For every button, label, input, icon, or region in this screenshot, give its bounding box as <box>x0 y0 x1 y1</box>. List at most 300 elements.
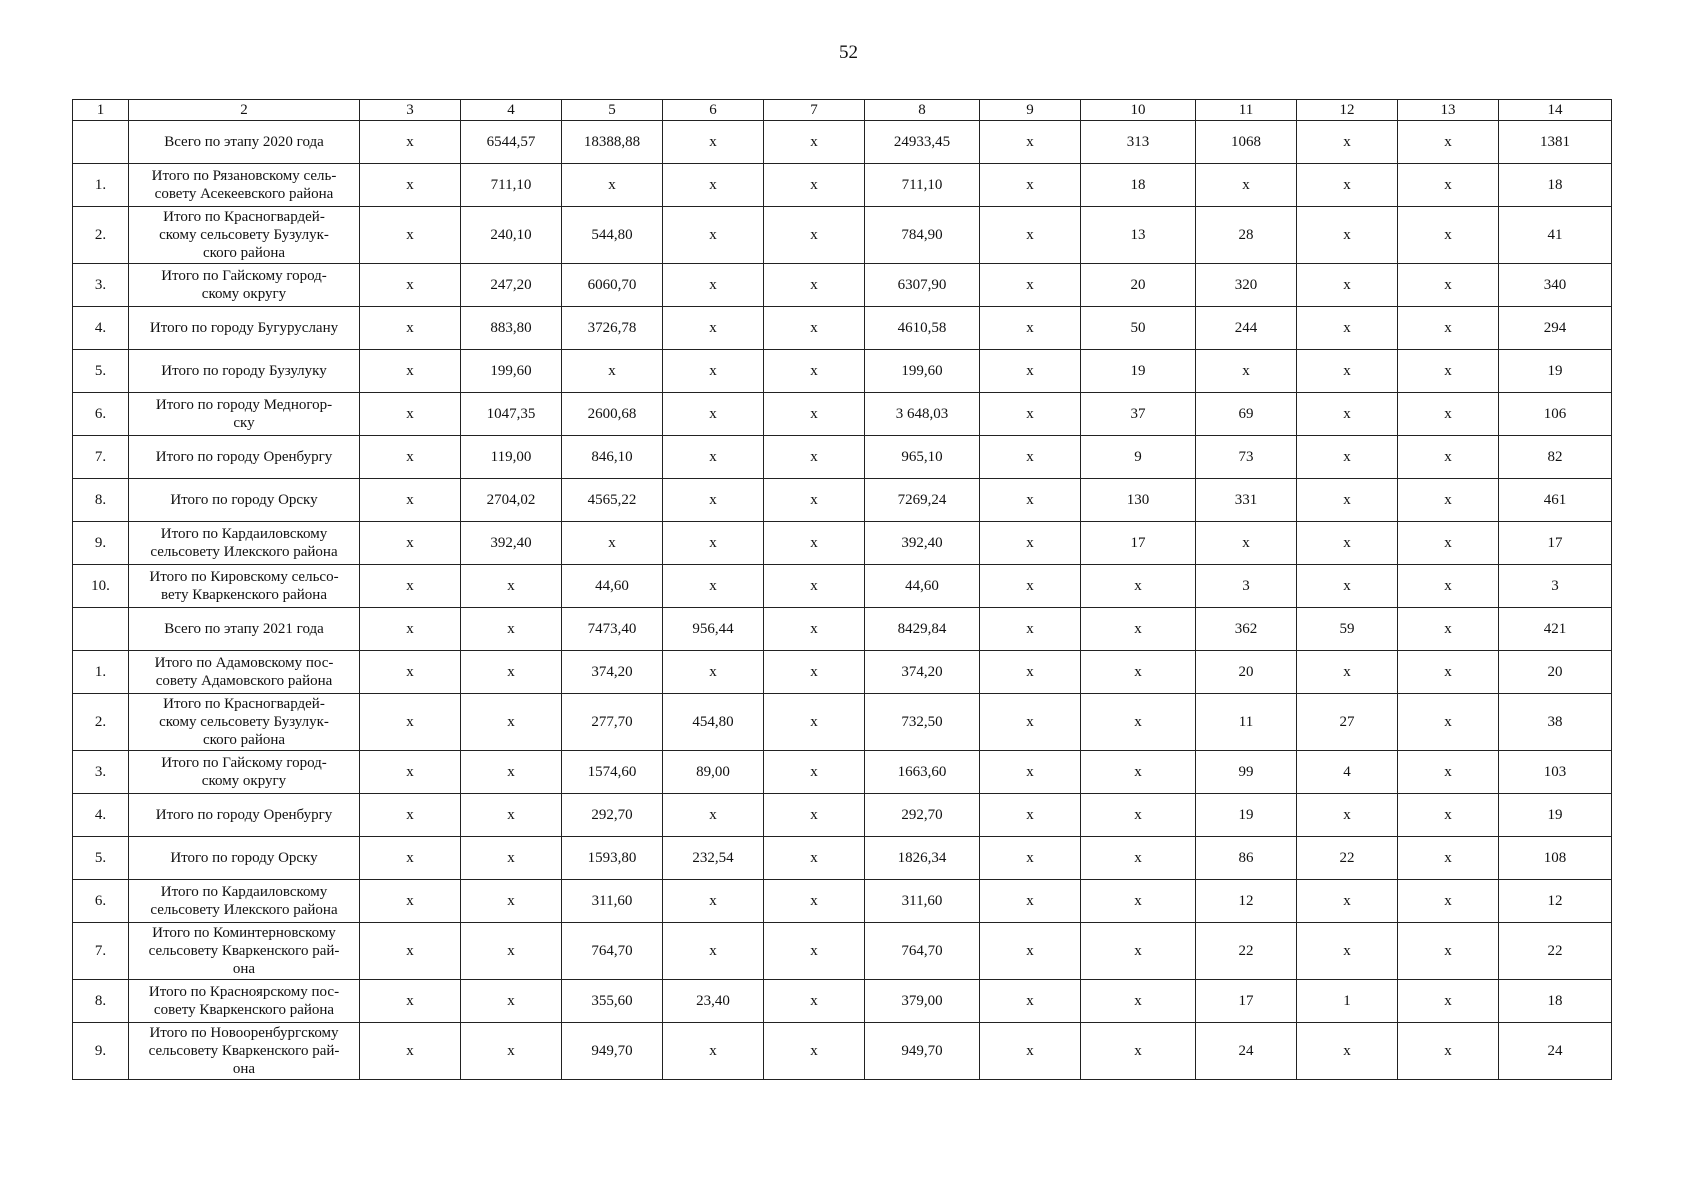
table-row <box>73 350 1612 393</box>
value-cell: х <box>461 980 562 1023</box>
value-cell: 38 <box>1499 694 1612 751</box>
value-cell: х <box>663 436 764 479</box>
value-cell: х <box>461 751 562 794</box>
column-header: 9 <box>980 100 1081 121</box>
value-cell: 7269,24 <box>865 479 980 522</box>
value-cell: х <box>461 1023 562 1080</box>
value-cell: 331 <box>1196 479 1297 522</box>
row-name: Итого по городу Орску <box>129 837 360 880</box>
value-cell: х <box>980 479 1081 522</box>
table-row <box>73 121 1612 164</box>
value-cell: х <box>562 522 663 565</box>
value-cell: 544,80 <box>562 207 663 264</box>
value-cell: х <box>663 565 764 608</box>
value-cell: х <box>461 651 562 694</box>
row-name: Итого по городу Бугуруслану <box>129 307 360 350</box>
value-cell: х <box>1081 694 1196 751</box>
row-name: Итого по Кардаиловскому сельсовету Илекского района <box>129 880 360 923</box>
row-name: Итого по Гайскому город- скому округу <box>129 751 360 794</box>
value-cell: х <box>360 751 461 794</box>
table-row <box>73 307 1612 350</box>
row-number: 1. <box>73 164 129 207</box>
value-cell: х <box>1398 522 1499 565</box>
value-cell: х <box>1081 980 1196 1023</box>
table-row <box>73 393 1612 436</box>
value-cell: 355,60 <box>562 980 663 1023</box>
value-cell: х <box>663 264 764 307</box>
row-number: 10. <box>73 565 129 608</box>
value-cell: 392,40 <box>461 522 562 565</box>
value-cell: 1047,35 <box>461 393 562 436</box>
value-cell: 82 <box>1499 436 1612 479</box>
value-cell: х <box>1398 608 1499 651</box>
row-number: 5. <box>73 837 129 880</box>
value-cell: 24 <box>1499 1023 1612 1080</box>
value-cell: 20 <box>1081 264 1196 307</box>
column-header: 14 <box>1499 100 1612 121</box>
value-cell: 949,70 <box>865 1023 980 1080</box>
table-row <box>73 923 1612 980</box>
value-cell: х <box>980 565 1081 608</box>
value-cell: х <box>980 207 1081 264</box>
value-cell: х <box>1398 436 1499 479</box>
value-cell: х <box>980 436 1081 479</box>
value-cell: х <box>663 350 764 393</box>
column-header: 3 <box>360 100 461 121</box>
value-cell: 3 <box>1196 565 1297 608</box>
column-header: 1 <box>73 100 129 121</box>
table-row <box>73 651 1612 694</box>
value-cell: х <box>663 651 764 694</box>
table-row <box>73 479 1612 522</box>
value-cell: х <box>980 608 1081 651</box>
row-number <box>73 608 129 651</box>
value-cell: х <box>663 164 764 207</box>
row-name: Итого по Адамовскому пос- совету Адамовского района <box>129 651 360 694</box>
table-row <box>73 522 1612 565</box>
value-cell: х <box>1398 980 1499 1023</box>
value-cell: 374,20 <box>562 651 663 694</box>
row-number: 3. <box>73 264 129 307</box>
value-cell: х <box>663 307 764 350</box>
value-cell: 277,70 <box>562 694 663 751</box>
value-cell: х <box>764 522 865 565</box>
value-cell: х <box>1297 207 1398 264</box>
value-cell: 421 <box>1499 608 1612 651</box>
value-cell: х <box>1081 751 1196 794</box>
value-cell: 6307,90 <box>865 264 980 307</box>
value-cell: х <box>461 608 562 651</box>
value-cell: 764,70 <box>562 923 663 980</box>
row-name: Итого по Красногвардей- скому сельсовету Бузулук- ского района <box>129 694 360 751</box>
row-number: 9. <box>73 522 129 565</box>
value-cell: 59 <box>1297 608 1398 651</box>
value-cell: 240,10 <box>461 207 562 264</box>
value-cell: 711,10 <box>461 164 562 207</box>
row-name: Итого по Красноярскому пос- совету Кваркенского района <box>129 980 360 1023</box>
value-cell: х <box>980 923 1081 980</box>
value-cell: х <box>1398 164 1499 207</box>
row-number: 9. <box>73 1023 129 1080</box>
table-row <box>73 1023 1612 1080</box>
value-cell: х <box>1297 479 1398 522</box>
value-cell: х <box>461 880 562 923</box>
value-cell: х <box>1297 436 1398 479</box>
value-cell: х <box>1297 880 1398 923</box>
value-cell: 108 <box>1499 837 1612 880</box>
value-cell: х <box>764 350 865 393</box>
value-cell: 3 648,03 <box>865 393 980 436</box>
table-body <box>73 100 1612 1080</box>
value-cell: 17 <box>1081 522 1196 565</box>
value-cell: х <box>1398 393 1499 436</box>
value-cell: х <box>360 880 461 923</box>
value-cell: 883,80 <box>461 307 562 350</box>
row-number: 3. <box>73 751 129 794</box>
value-cell: 313 <box>1081 121 1196 164</box>
value-cell: х <box>360 651 461 694</box>
value-cell: 6544,57 <box>461 121 562 164</box>
value-cell: 17 <box>1196 980 1297 1023</box>
value-cell: 732,50 <box>865 694 980 751</box>
table-row <box>73 980 1612 1023</box>
value-cell: х <box>764 1023 865 1080</box>
value-cell: х <box>461 837 562 880</box>
value-cell: х <box>980 307 1081 350</box>
value-cell: х <box>1081 837 1196 880</box>
value-cell: х <box>980 751 1081 794</box>
row-number: 6. <box>73 880 129 923</box>
value-cell: 12 <box>1499 880 1612 923</box>
value-cell: х <box>663 794 764 837</box>
value-cell: 320 <box>1196 264 1297 307</box>
value-cell: х <box>1398 694 1499 751</box>
value-cell: х <box>461 794 562 837</box>
value-cell: 949,70 <box>562 1023 663 1080</box>
row-number: 7. <box>73 923 129 980</box>
value-cell: х <box>1297 522 1398 565</box>
value-cell: х <box>980 794 1081 837</box>
value-cell: х <box>360 350 461 393</box>
value-cell: х <box>764 565 865 608</box>
value-cell: 2600,68 <box>562 393 663 436</box>
row-name: Итого по Красногвардей- скому сельсовету Бузулук- ского района <box>129 207 360 264</box>
value-cell: х <box>663 121 764 164</box>
value-cell: х <box>360 164 461 207</box>
value-cell: 1574,60 <box>562 751 663 794</box>
value-cell: х <box>360 393 461 436</box>
value-cell: х <box>1398 1023 1499 1080</box>
value-cell: х <box>360 479 461 522</box>
value-cell: 18388,88 <box>562 121 663 164</box>
value-cell: 784,90 <box>865 207 980 264</box>
value-cell: х <box>764 794 865 837</box>
row-number: 2. <box>73 207 129 264</box>
value-cell: 19 <box>1081 350 1196 393</box>
value-cell: х <box>980 880 1081 923</box>
value-cell: х <box>1398 121 1499 164</box>
value-cell: 379,00 <box>865 980 980 1023</box>
value-cell: 106 <box>1499 393 1612 436</box>
value-cell: х <box>1196 522 1297 565</box>
value-cell: х <box>360 436 461 479</box>
value-cell: х <box>1081 608 1196 651</box>
column-header: 13 <box>1398 100 1499 121</box>
value-cell: 19 <box>1196 794 1297 837</box>
value-cell: 44,60 <box>865 565 980 608</box>
table-row <box>73 751 1612 794</box>
value-cell: х <box>980 694 1081 751</box>
value-cell: х <box>562 164 663 207</box>
value-cell: 4610,58 <box>865 307 980 350</box>
column-header: 4 <box>461 100 562 121</box>
value-cell: 20 <box>1499 651 1612 694</box>
row-number: 4. <box>73 794 129 837</box>
value-cell: х <box>1297 1023 1398 1080</box>
row-name: Всего по этапу 2021 года <box>129 608 360 651</box>
column-header: 11 <box>1196 100 1297 121</box>
table-row <box>73 164 1612 207</box>
value-cell: 18 <box>1081 164 1196 207</box>
value-cell: х <box>360 794 461 837</box>
value-cell: 711,10 <box>865 164 980 207</box>
value-cell: 41 <box>1499 207 1612 264</box>
value-cell: х <box>360 1023 461 1080</box>
value-cell: 311,60 <box>865 880 980 923</box>
value-cell: 22 <box>1196 923 1297 980</box>
value-cell: 19 <box>1499 350 1612 393</box>
value-cell: 311,60 <box>562 880 663 923</box>
value-cell: 1593,80 <box>562 837 663 880</box>
value-cell: х <box>764 393 865 436</box>
value-cell: х <box>980 837 1081 880</box>
value-cell: 20 <box>1196 651 1297 694</box>
value-cell: 764,70 <box>865 923 980 980</box>
value-cell: х <box>360 980 461 1023</box>
value-cell: х <box>764 651 865 694</box>
value-cell: 199,60 <box>461 350 562 393</box>
value-cell: х <box>1398 565 1499 608</box>
row-number: 8. <box>73 980 129 1023</box>
value-cell: х <box>764 436 865 479</box>
value-cell: х <box>764 479 865 522</box>
value-cell: 28 <box>1196 207 1297 264</box>
value-cell: х <box>980 264 1081 307</box>
value-cell: 103 <box>1499 751 1612 794</box>
value-cell: 13 <box>1081 207 1196 264</box>
value-cell: х <box>663 522 764 565</box>
value-cell: 119,00 <box>461 436 562 479</box>
value-cell: 18 <box>1499 980 1612 1023</box>
row-name: Итого по городу Оренбургу <box>129 436 360 479</box>
value-cell: х <box>1297 393 1398 436</box>
table-row <box>73 565 1612 608</box>
value-cell: х <box>360 694 461 751</box>
value-cell: 199,60 <box>865 350 980 393</box>
value-cell: х <box>764 694 865 751</box>
row-name: Итого по Новооренбургскому сельсовету Кваркенского рай- она <box>129 1023 360 1080</box>
row-number: 4. <box>73 307 129 350</box>
value-cell: 340 <box>1499 264 1612 307</box>
value-cell: 4 <box>1297 751 1398 794</box>
row-number: 1. <box>73 651 129 694</box>
value-cell: 86 <box>1196 837 1297 880</box>
table-row <box>73 207 1612 264</box>
value-cell: х <box>663 1023 764 1080</box>
table-row <box>73 436 1612 479</box>
value-cell: 374,20 <box>865 651 980 694</box>
value-cell: х <box>1297 164 1398 207</box>
value-cell: х <box>360 608 461 651</box>
value-cell: х <box>1297 794 1398 837</box>
value-cell: х <box>1297 350 1398 393</box>
value-cell: х <box>1398 651 1499 694</box>
value-cell: 89,00 <box>663 751 764 794</box>
value-cell: 9 <box>1081 436 1196 479</box>
value-cell: х <box>764 880 865 923</box>
column-header: 6 <box>663 100 764 121</box>
column-header: 12 <box>1297 100 1398 121</box>
column-header-row <box>73 100 1612 121</box>
value-cell: х <box>1398 479 1499 522</box>
value-cell: х <box>1297 264 1398 307</box>
value-cell: 247,20 <box>461 264 562 307</box>
value-cell: 23,40 <box>663 980 764 1023</box>
value-cell: х <box>461 565 562 608</box>
value-cell: 27 <box>1297 694 1398 751</box>
column-header: 5 <box>562 100 663 121</box>
value-cell: х <box>980 980 1081 1023</box>
value-cell: х <box>764 207 865 264</box>
value-cell: х <box>1196 164 1297 207</box>
row-number: 7. <box>73 436 129 479</box>
value-cell: 846,10 <box>562 436 663 479</box>
value-cell: 1826,34 <box>865 837 980 880</box>
value-cell: 232,54 <box>663 837 764 880</box>
value-cell: 24 <box>1196 1023 1297 1080</box>
table-row <box>73 264 1612 307</box>
value-cell: х <box>360 522 461 565</box>
value-cell: 1 <box>1297 980 1398 1023</box>
value-cell: х <box>764 608 865 651</box>
value-cell: х <box>764 121 865 164</box>
value-cell: х <box>1297 651 1398 694</box>
table-row <box>73 837 1612 880</box>
value-cell: х <box>1081 880 1196 923</box>
value-cell: х <box>1081 651 1196 694</box>
value-cell: х <box>663 479 764 522</box>
row-name: Всего по этапу 2020 года <box>129 121 360 164</box>
value-cell: 6060,70 <box>562 264 663 307</box>
value-cell: х <box>980 651 1081 694</box>
value-cell: 22 <box>1499 923 1612 980</box>
value-cell: 69 <box>1196 393 1297 436</box>
page-number: 52 <box>839 42 858 63</box>
value-cell: 24933,45 <box>865 121 980 164</box>
row-name: Итого по Кировскому сельсо- вету Кваркенского района <box>129 565 360 608</box>
value-cell: 392,40 <box>865 522 980 565</box>
row-number: 6. <box>73 393 129 436</box>
value-cell: х <box>1297 121 1398 164</box>
row-name: Итого по Кардаиловскому сельсовету Илекского района <box>129 522 360 565</box>
value-cell: х <box>663 393 764 436</box>
value-cell: х <box>1081 794 1196 837</box>
value-cell: 1068 <box>1196 121 1297 164</box>
row-name: Итого по городу Орску <box>129 479 360 522</box>
value-cell: 3 <box>1499 565 1612 608</box>
value-cell: 965,10 <box>865 436 980 479</box>
value-cell: 362 <box>1196 608 1297 651</box>
value-cell: х <box>1081 923 1196 980</box>
value-cell: х <box>764 837 865 880</box>
value-cell: х <box>764 980 865 1023</box>
column-header: 8 <box>865 100 980 121</box>
value-cell: х <box>1398 264 1499 307</box>
value-cell: х <box>1081 1023 1196 1080</box>
value-cell: х <box>1297 923 1398 980</box>
value-cell: х <box>980 121 1081 164</box>
value-cell: 130 <box>1081 479 1196 522</box>
row-number: 8. <box>73 479 129 522</box>
value-cell: х <box>1398 307 1499 350</box>
value-cell: 73 <box>1196 436 1297 479</box>
value-cell: 22 <box>1297 837 1398 880</box>
value-cell: х <box>980 1023 1081 1080</box>
value-cell: х <box>562 350 663 393</box>
value-cell: х <box>1398 923 1499 980</box>
value-cell: х <box>360 923 461 980</box>
value-cell: х <box>1398 794 1499 837</box>
value-cell: х <box>764 923 865 980</box>
value-cell: х <box>764 264 865 307</box>
value-cell: 99 <box>1196 751 1297 794</box>
value-cell: х <box>360 565 461 608</box>
value-cell: х <box>980 393 1081 436</box>
value-cell: х <box>764 164 865 207</box>
value-cell: 244 <box>1196 307 1297 350</box>
value-cell: х <box>980 164 1081 207</box>
value-cell: 37 <box>1081 393 1196 436</box>
value-cell: х <box>764 751 865 794</box>
column-header: 7 <box>764 100 865 121</box>
value-cell: х <box>461 694 562 751</box>
value-cell: х <box>764 307 865 350</box>
row-name: Итого по Коминтерновскому сельсовету Кваркенского рай- она <box>129 923 360 980</box>
value-cell: х <box>663 923 764 980</box>
value-cell: 12 <box>1196 880 1297 923</box>
value-cell: х <box>1081 565 1196 608</box>
row-number: 5. <box>73 350 129 393</box>
value-cell: х <box>360 264 461 307</box>
value-cell: 2704,02 <box>461 479 562 522</box>
data-table <box>72 99 1612 1080</box>
table-row <box>73 794 1612 837</box>
value-cell: 292,70 <box>865 794 980 837</box>
value-cell: х <box>360 307 461 350</box>
value-cell: х <box>1297 565 1398 608</box>
value-cell: 7473,40 <box>562 608 663 651</box>
value-cell: 3726,78 <box>562 307 663 350</box>
value-cell: 1663,60 <box>865 751 980 794</box>
value-cell: х <box>663 880 764 923</box>
value-cell: 18 <box>1499 164 1612 207</box>
value-cell: 4565,22 <box>562 479 663 522</box>
row-name: Итого по Гайскому город- скому округу <box>129 264 360 307</box>
value-cell: 461 <box>1499 479 1612 522</box>
row-number: 2. <box>73 694 129 751</box>
value-cell: 50 <box>1081 307 1196 350</box>
value-cell: х <box>663 207 764 264</box>
